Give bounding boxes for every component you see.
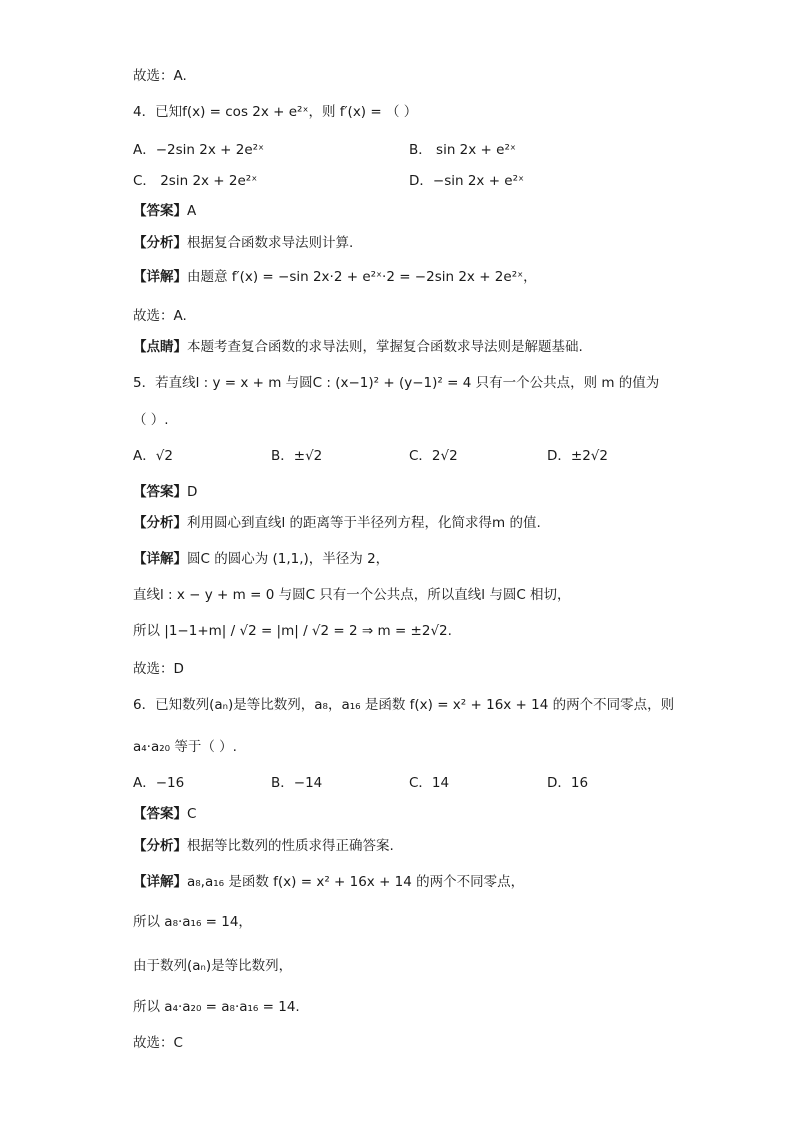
section-tag: 【答案】 — [133, 203, 187, 219]
q5-detail: 【详解】圆C 的圆心为 (1,1,)，半径为 2， — [133, 551, 390, 567]
q4-option-b: B． sin 2x + e²ˣ — [409, 142, 516, 158]
text-line: 故选：A. — [133, 68, 187, 84]
q5-choice: 故选：D — [133, 661, 184, 677]
q6-option-c: C．14 — [409, 775, 450, 791]
q5-option-b: B．±√2 — [271, 448, 323, 464]
q4-comment: 【点睛】本题考查复合函数的求导法则，掌握复合函数求导法则是解题基础. — [133, 339, 583, 355]
section-tag: 【答案】 — [133, 484, 187, 500]
q6-option-a: A．−16 — [133, 775, 185, 791]
q4-analysis: 【分析】根据复合函数求导法则计算. — [133, 235, 354, 251]
q4-choice: 故选：A. — [133, 308, 187, 324]
q5-answer: 【答案】D — [133, 484, 198, 500]
section-tag: 【点睛】 — [133, 339, 187, 355]
q5-analysis: 【分析】利用圆心到直线l 的距离等于半径列方程，化简求得m 的值. — [133, 515, 541, 531]
question-6-stem: 6．已知数列(aₙ)是等比数列，a₈，a₁₆ 是函数 f(x) = x² + 16x + 14 的两个不同零点，则 — [133, 697, 675, 713]
q6-detail: 【详解】a₈,a₁₆ 是函数 f(x) = x² + 16x + 14 的两个不同零点， — [133, 874, 525, 890]
q4-detail: 【详解】由题意 f′(x) = −sin 2x·2 + e²ˣ·2 = −2sin 2x + 2e²ˣ， — [133, 269, 537, 285]
section-tag: 【答案】 — [133, 806, 187, 822]
q5-detail-line2: 直线l : x − y + m = 0 与圆C 只有一个公共点，所以直线l 与圆C 相切， — [133, 587, 571, 603]
q5-option-c: C．2√2 — [409, 448, 458, 464]
q4-answer: 【答案】A — [133, 203, 197, 219]
section-tag: 【详解】 — [133, 269, 187, 285]
section-tag: 【分析】 — [133, 515, 187, 531]
section-tag: 【详解】 — [133, 551, 187, 567]
question-5-stem: 5．若直线l : y = x + m 与圆C : (x−1)² + (y−1)² = 4 只有一个公共点，则 m 的值为 — [133, 375, 660, 391]
q6-option-d: D．16 — [547, 775, 589, 791]
q5-option-d: D．±2√2 — [547, 448, 608, 464]
q6-answer: 【答案】C — [133, 806, 197, 822]
section-tag: 【详解】 — [133, 874, 187, 890]
q6-analysis: 【分析】根据等比数列的性质求得正确答案. — [133, 838, 394, 854]
q5-detail-line3: 所以 |1−1+m| / √2 = |m| / √2 = 2 ⇒ m = ±2√2. — [133, 623, 452, 639]
q6-choice: 故选：C — [133, 1035, 183, 1051]
q6-detail-line4: 所以 a₄·a₂₀ = a₈·a₁₆ = 14. — [133, 999, 300, 1015]
question-5-stem-cont: （ ）. — [133, 412, 169, 428]
q5-option-a: A．√2 — [133, 448, 173, 464]
question-6-stem-cont: a₄·a₂₀ 等于（ ）. — [133, 739, 237, 755]
q6-option-b: B．−14 — [271, 775, 323, 791]
question-4-stem: 4．已知f(x) = cos 2x + e²ˣ，则 f′(x) = （ ） — [133, 104, 418, 120]
q4-option-a: A．−2sin 2x + 2e²ˣ — [133, 142, 265, 158]
q4-option-c: C． 2sin 2x + 2e²ˣ — [133, 173, 258, 189]
q6-detail-line3: 由于数列(aₙ)是等比数列， — [133, 958, 293, 974]
q6-detail-line2: 所以 a₈·a₁₆ = 14， — [133, 914, 252, 930]
q4-option-d: D．−sin 2x + e²ˣ — [409, 173, 525, 189]
section-tag: 【分析】 — [133, 838, 187, 854]
section-tag: 【分析】 — [133, 235, 187, 251]
